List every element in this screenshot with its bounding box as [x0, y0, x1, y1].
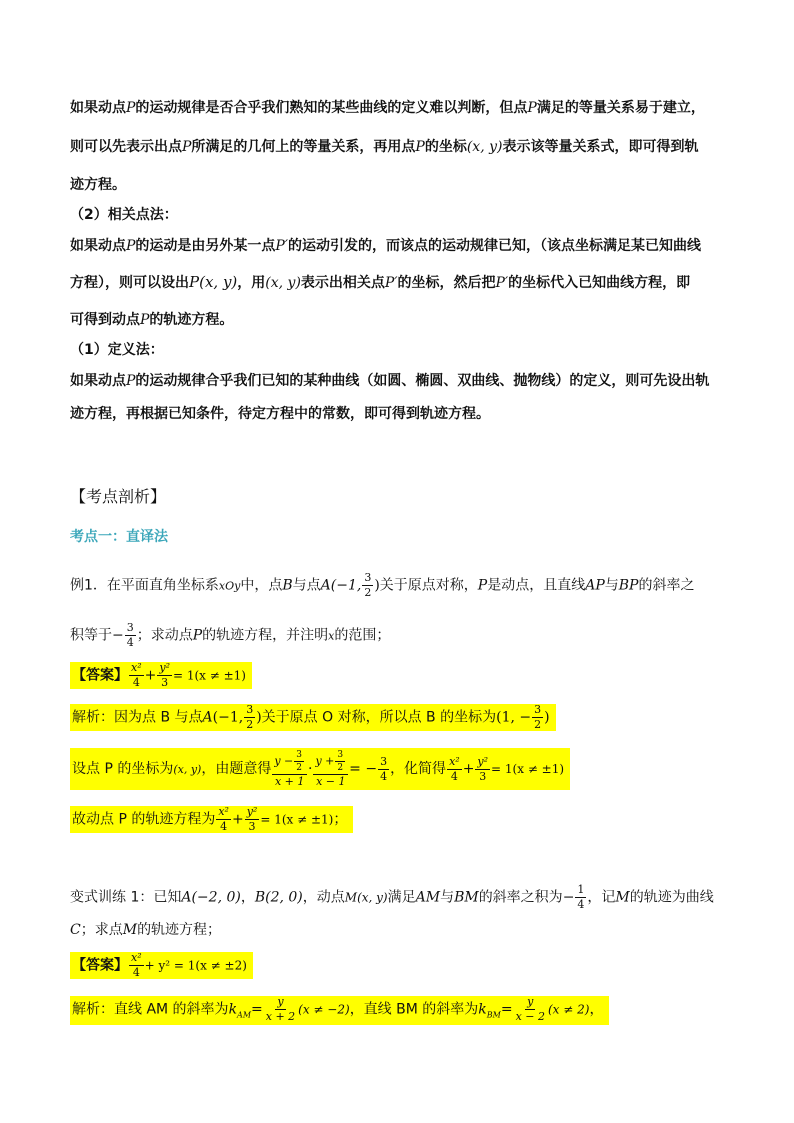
var1-line1: 变式训练 1：已知A(−2, 0)，B(2, 0)，动点M(x, y)满足AM与BM的斜率之积为− $\frac{1}{4}$ ，记M的轨迹为曲线	[70, 883, 714, 911]
p1-line3: 迹方程。	[70, 177, 126, 193]
answer-highlight: 【答案】 $\frac{\text{x²}}{4}$ + y² = 1(x ≠ ±2)	[70, 952, 253, 979]
answer-highlight: 【答案】 $\frac{\text{x²}}{4}$ + $\frac{\text{y²}}{3}$ = 1(x ≠ ±1)	[70, 662, 252, 689]
var1-line2: C；求点M的轨迹方程；	[70, 922, 222, 938]
ex1-line2: 积等于− $\frac{3}{4}$ ；求动点P的轨迹方程，并注明x的范围；	[70, 621, 391, 649]
ex1-solution-line1	[70, 704, 556, 731]
fraction-3-4: $\frac{3}{4}$	[126, 621, 134, 649]
p3-heading: （1）定义法：	[70, 342, 164, 358]
p2-line3: 可得到动点P的轨迹方程。	[70, 312, 234, 328]
solution-highlight: 解析：直线 AM 的斜率为$k_{AM}=$ $\frac{y}{x + 2}$ (x ≠ −2)，直线 BM 的斜率为$k_{BM}=$ $\frac{y}{x - 2}$ (x ≠ 2)，	[70, 996, 609, 1025]
var1-answer	[70, 952, 253, 979]
ex1-line1: 例1．在平面直角坐标系xOy中，点B与点A(−1, $\frac{3}{2}$ )关于原点对称，P是动点，且直线AP与BP的斜率之	[70, 571, 695, 599]
p2-heading: （2）相关点法：	[70, 207, 178, 223]
ex1-answer	[70, 662, 252, 689]
p2-line2: 方程），则可以设出P(x, y)，用(x, y)表示出相关点P′的坐标，然后把P′的坐标代入已知曲线方程，即	[70, 273, 691, 291]
p3-line2: 迹方程，再根据已知条件，待定方程中的常数，即可得到轨迹方程。	[70, 406, 490, 422]
section-title: 【考点剖析】	[70, 487, 167, 506]
p2-line1: 如果动点P的运动是由另外某一点P′的运动引发的，而该点的运动规律已知，（该点坐标满足某已知曲线	[70, 238, 702, 254]
ex1-solution-line2	[70, 748, 570, 790]
var1-solution	[70, 996, 609, 1025]
p1-line2: 则可以先表示出点P所满足的几何上的等量关系，再用点P的坐标(x, y)表示该等量关系式，即可得到轨	[70, 139, 699, 155]
fraction-1-4: $\frac{1}{4}$	[577, 883, 585, 911]
p3-line1: 如果动点P的运动规律合乎我们已知的某种曲线（如圆、椭圆、双曲线、抛物线）的定义，则可先设出轨	[70, 373, 710, 389]
kaodian-heading: 考点一：直译法	[70, 529, 168, 545]
fraction-3-2: $\frac{3}{2}$	[364, 571, 372, 599]
ex1-solution-line3	[70, 806, 353, 833]
solution-highlight: 解析：因为点 B 与点A(−1, $\frac{3}{2}$ )关于原点 O 对称，所以点 B 的坐标为(1, − $\frac{3}{2}$ )	[70, 704, 556, 731]
solution-highlight: 故动点 P 的轨迹方程为 $\frac{\text{x²}}{4}$ + $\frac{\text{y²}}{3}$ = 1(x ≠ ±1)；	[70, 806, 353, 833]
solution-highlight: 设点 P 的坐标为(x, y)，由题意得 y − $\frac{3}{2}$ x + 1 · y + $\frac{3}{2}$ x − 1 = − $\frac{3}{4}$ ，化简得 $\frac{\text{x²}}{4}$ + $\frac{\text{y²}}{3}$ = 1(x ≠ ±1)	[70, 748, 570, 790]
p1-line1: 如果动点P的运动规律是否合乎我们熟知的某些曲线的定义难以判断，但点P满足的等量关系易于建立，	[70, 100, 705, 116]
